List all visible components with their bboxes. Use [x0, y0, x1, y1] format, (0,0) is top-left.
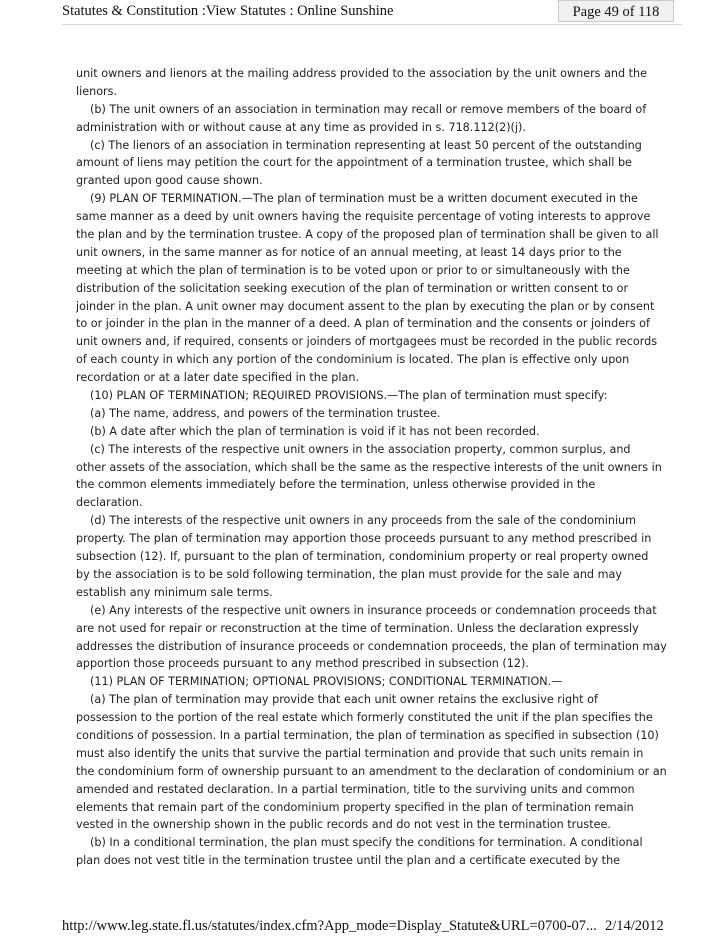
text-line: (c) The lienors of an association in termination representing at least 50 percent of the outstanding: [90, 138, 642, 152]
text-line: declaration.: [76, 496, 143, 510]
text-line: (9) PLAN OF TERMINATION.—The plan of termination must be a written document executed in the: [90, 192, 638, 206]
text-line: amended and restated declaration. In a partial termination, title to the surviving units and common: [76, 782, 635, 796]
text-line: (b) The unit owners of an association in termination may recall or remove members of the board of: [90, 102, 647, 116]
source-url: http://www.leg.state.fl.us/statutes/index.cfm?App_mode=Display_Statute&URL=0700-07...: [62, 918, 597, 934]
text-line: unit owners and lienors at the mailing address provided to the association by the unit owners and the: [76, 67, 648, 80]
text-line: vested in the ownership shown in the public records and do not vest in the termination trustee.: [76, 818, 611, 832]
text-line: (d) The interests of the respective unit owners in any proceeds from the sale of the condominium: [90, 514, 637, 528]
text-line: unit owners, in the same manner as for notice of an annual meeting, at least 14 days prior to the: [76, 245, 622, 259]
text-line: meeting at which the plan of termination is to be voted upon or prior to or simultaneously with the: [76, 263, 630, 277]
text-line: other assets of the association, which shall be the same as the respective interests of the unit owners in: [76, 460, 662, 474]
text-line: joinder in the plan. A unit owner may document assent to the plan by executing the plan or by consent: [76, 299, 655, 313]
text-line: (10) PLAN OF TERMINATION; REQUIRED PROVISIONS.—The plan of termination must specify:: [90, 389, 608, 403]
text-line: property. The plan of termination may apportion those proceeds pursuant to any method prescribed in: [76, 532, 652, 546]
text-line: the common elements immediately before the termination, unless otherwise provided in the: [76, 478, 596, 492]
text-line: apportion those proceeds pursuant to any method prescribed in subsection (12).: [76, 657, 529, 671]
text-line: recordation or at a later date specified in the plan.: [76, 371, 360, 385]
text-line: possession to the portion of the real estate which formerly constituted the unit if the plan specifies the: [76, 711, 653, 725]
text-line: by the association is to be sold following termination, the plan must provide for the sale and may: [76, 567, 622, 581]
header-divider: [62, 24, 682, 25]
text-line: elements that remain part of the condominium property specified in the plan of termination remain: [76, 800, 634, 814]
text-line: addresses the distribution of insurance proceeds or condemnation proceeds, the plan of termination may: [76, 639, 667, 653]
text-line: to or joinder in the plan in the manner of a deed. A plan of termination and the consents or joinders of: [76, 317, 650, 331]
text-line: (e) Any interests of the respective unit owners in insurance proceeds or condemnation proceeds that: [90, 603, 657, 617]
statute-text: [76, 65, 666, 870]
text-line: (c) The interests of the respective unit owners in the association property, common surplus, and: [90, 442, 631, 456]
document-title: Statutes & Constitution :View Statutes : Online Sunshine: [62, 3, 394, 19]
text-line: are not used for repair or reconstruction at the time of termination. Unless the declaration expressly: [76, 621, 639, 635]
text-line: (11) PLAN OF TERMINATION; OPTIONAL PROVISIONS; CONDITIONAL TERMINATION.—: [90, 675, 563, 689]
text-line: of each county in which any portion of the condominium is located. The plan is effective only upon: [76, 353, 630, 367]
text-line: subsection (12). If, pursuant to the plan of termination, condominium property or real property owned: [76, 550, 649, 564]
page-footer: [0, 918, 728, 940]
text-line: (b) A date after which the plan of termination is void if it has not been recorded.: [90, 424, 540, 438]
page-indicator: Page 49 of 118: [558, 0, 674, 22]
text-line: granted upon good cause shown.: [76, 174, 263, 188]
text-line: conditions of possession. In a partial termination, the plan of termination as specified in subsection (10): [76, 728, 659, 742]
text-line: must also identify the units that survive the partial termination and provide that such units remain in: [76, 746, 644, 760]
text-line: lienors.: [76, 84, 118, 98]
text-line: the condominium form of ownership pursuant to an amendment to the declaration of condominium or an: [76, 764, 667, 778]
text-line: (b) In a conditional termination, the plan must specify the conditions for termination. A conditional: [90, 836, 643, 850]
text-line: establish any minimum sale terms.: [76, 585, 273, 599]
text-line: distribution of the solicitation seeking execution of the plan of termination or written consent to or: [76, 281, 629, 295]
print-date: 2/14/2012: [605, 918, 664, 934]
text-line: administration with or without cause at any time as provided in s. 718.112(2)(j).: [76, 120, 526, 134]
text-line: (a) The name, address, and powers of the termination trustee.: [90, 406, 441, 420]
page-header: [0, 0, 728, 24]
text-line: amount of liens may petition the court for the appointment of a termination trustee, which shall be: [76, 156, 632, 170]
text-line: (a) The plan of termination may provide that each unit owner retains the exclusive right of: [90, 693, 598, 707]
text-line: plan does not vest title in the termination trustee until the plan and a certificate executed by the: [76, 854, 621, 868]
text-line: unit owners and, if required, consents or joinders of mortgagees must be recorded in the public records: [76, 335, 658, 349]
text-line: same manner as a deed by unit owners having the requisite percentage of voting interests to approve: [76, 210, 651, 224]
text-line: the plan and by the termination trustee. A copy of the proposed plan of termination shall be given to all: [76, 228, 659, 242]
